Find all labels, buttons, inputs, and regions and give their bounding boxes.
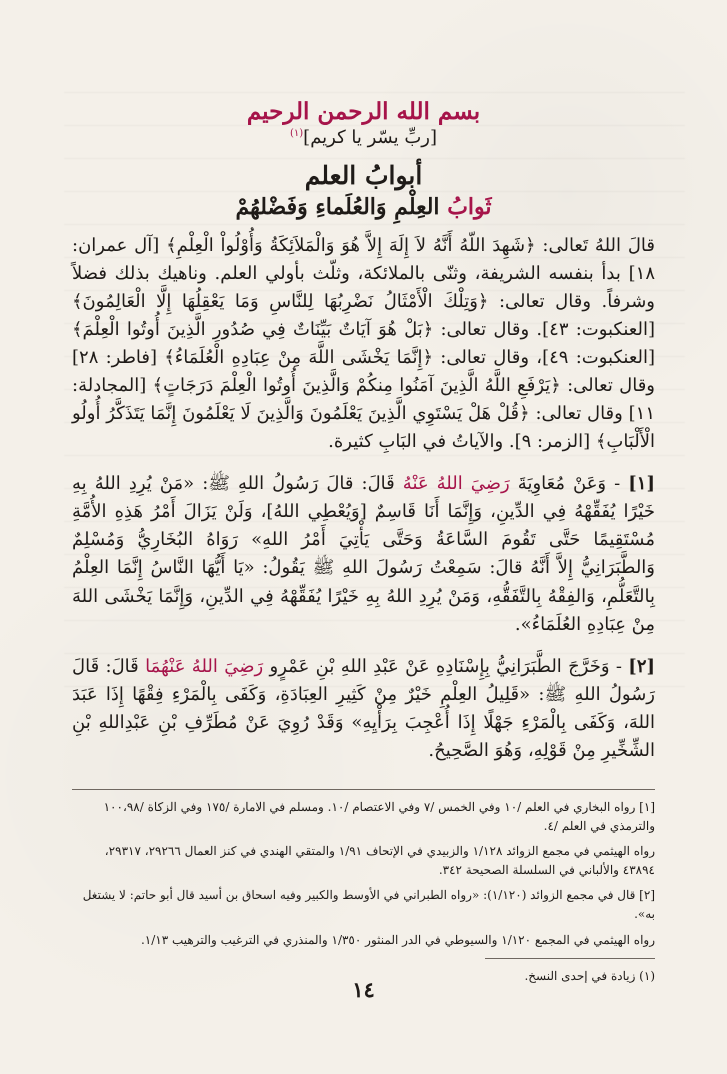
chapter-title: أبوابُ العلم bbox=[304, 160, 423, 190]
footnote-4: رواه الهيثمي في المجمع ١/١٢٠ والسيوطي في الدر المنثور ١/٣٥٠ والمنذري في الترغيب والترهيب ١/١٣. bbox=[140, 932, 655, 947]
hadith-1-attribution: - وَعَنْ مُعَاوِيَةَ bbox=[509, 473, 629, 495]
basmala: بسم الله الرحمن الرحيم bbox=[246, 98, 481, 125]
hadith-2-companion-blessing: رَضِيَ اللهُ عَنْهُمَا bbox=[145, 655, 264, 677]
hadith-1-body: قَالَ: قالَ رَسُولُ اللهِ ﷺ: «مَنْ يُرِدِ اللهُ بِهِ خَيْرًا يُفَقِّهْهُ فِي الدِّينِ، وَإِنَّمَا أَنَا قَاسِمٌ [وَيُعْطِي اللهُ]، وَلَنْ يَزَالَ أَمْرُ هَذِهِ الأُمَّةِ مُسْتَقِيمًا حَتَّى تَقُومَ السَّاعَةُ وَحَتَّى يَأْتِيَ أَمْرُ اللهِ» رَوَاهُ البُخَارِيُّ وَمُسْلِمٌ وَالطَّبَرَانِيُّ إِلاَّ أَنَّهُ قالَ: سَمِعْتُ رَسُولَ اللهِ ﷺ يَقُولُ: «يَا أَيُّهَا النَّاسُ إِنَّمَا العِلْمُ بِالتَّعَلُّمِ، وَالفِقْهُ بِالتَّفَقُّهِ، وَمَنْ يُرِدِ اللهُ بِهِ خَيْرًا يُفَقِّهْهُ فِي الدِّينِ، وَإِنَّمَا يَخْشَى اللهَ مِنْ عِبَادِهِ العُلَمَاءُ». bbox=[72, 473, 655, 635]
footnote-1: [١] رواه البخاري في العلم /١٠ وفي الخمس /٧ وفي الاعتصام /١٠. ومسلم في الامارة /١٧٥ وفي الزكاة /١٠٠،٩٨ والترمذي في العلم /٤. bbox=[103, 800, 655, 833]
footnote-5: (١) زيادة في إحدى النسخ. bbox=[524, 969, 655, 984]
supplication-footnote-marker: (١) bbox=[289, 128, 304, 139]
page-content bbox=[72, 98, 655, 986]
heading-block bbox=[72, 98, 655, 220]
page-number: ١٤ bbox=[352, 977, 375, 1002]
hadith-1-number: [١] bbox=[628, 473, 655, 495]
paragraph-gap bbox=[72, 456, 655, 468]
hadith-1 bbox=[72, 470, 655, 638]
section-title-text: العِلْمِ وَالعُلَماءِ وَفَضْلهُمْ bbox=[235, 193, 440, 220]
section-title bbox=[72, 194, 655, 220]
supplication-line bbox=[72, 127, 655, 149]
footnote-3: [٢] قال في مجمع الزوائد (١/١٢٠): «رواه الطبراني في الأوسط والكبير وفيه اسحاق بن أسيد قال أبو حاتم: لا يشتغل به». bbox=[82, 888, 655, 921]
hadith-2-body: قَالَ: قَالَ رَسُولُ اللهِ ﷺ: «قَلِيلُ العِلْمِ خَيْرٌ مِنْ كَثِيرِ العِبَادَةِ، وَكَفَى بِالْمَرْءِ فِقْهًا إِذَا عَبَدَ اللهَ، وَكَفَى بِالْمَرْءِ جَهْلًا إِذَا أُعْجِبَ بِرَأْيِهِ» وَقَدْ رُوِيَ عَنْ مُطَرِّفِ بْنِ عَبْدِاللهِ بْنِ الشِّخِّيرِ مِنْ قَوْلِهِ، وَهُوَ الصَّحِيحُ. bbox=[72, 655, 655, 761]
footnote-divider bbox=[485, 958, 655, 959]
paragraph-gap bbox=[72, 639, 655, 651]
footnote-2: رواه الهيثمي في مجمع الزوائد ١/١٢٨ والزبيدي في الإتحاف ١/٩١ والمتقي الهندي في كنز العمال ٢٩٢٦٦، ٢٩٣١٧، ٤٣٨٩٤ والألباني في السلسلة الصحيحة ٣٤٢. bbox=[104, 844, 655, 877]
hadith-1-companion-blessing: رَضِيَ اللهُ عَنْهُ bbox=[402, 473, 510, 495]
supplication-text: [ربِّ يسّر يا كريم] bbox=[303, 127, 438, 148]
footnotes bbox=[72, 789, 655, 986]
hadith-2-number: [٢] bbox=[628, 655, 656, 677]
hadith-2-attribution: - وَخَرَّجَ الطَّبَرَانِيُّ بِإِسْنَادِهِ عَنْ عَبْدِ اللهِ بْنِ عَمْرٍو bbox=[263, 655, 629, 677]
hadith-2 bbox=[72, 653, 655, 765]
intro-paragraph: قالَ اللهُ تَعالى: ﴿شَهِدَ اللّهُ أَنَّهُ لاَ إِلَهَ إِلاَّ هُوَ وَالْمَلاَئِكَةُ وَأُوْلُواْ الْعِلْمِ﴾ [آل عمران: ١٨] بدأ بنفسه الشريفة، وثنّى بالملائكة، وثلّث بأولي العلم. وناهيك بذلك فضلاً وشرفاً. وقال تعالى: ﴿وَتِلْكَ الْأَمْثَالُ نَضْرِبُهَا لِلنَّاسِ وَمَا يَعْقِلُهَا إِلَّا الْعَالِمُونَ﴾ [العنكبوت: ٤٣]. وقال تعالى: ﴿بَلْ هُوَ آيَاتٌ بَيِّنَاتٌ فِي صُدُورِ الَّذِينَ أُوتُوا الْعِلْمَ﴾ [العنكبوت: ٤٩]، وقال تعالى: ﴿إِنَّمَا يَخْشَى اللَّهَ مِنْ عِبَادِهِ الْعُلَمَاءُ﴾ [فاطر: ٢٨] وقال تعالى: ﴿يَرْفَعِ اللَّهُ الَّذِينَ آمَنُوا مِنكُمْ وَالَّذِينَ أُوتُوا الْعِلْمَ دَرَجَاتٍ﴾ [المجادلة: ١١] وقال تعالى: ﴿قُلْ هَلْ يَسْتَوِي الَّذِينَ يَعْلَمُونَ وَالَّذِينَ لَا يَعْلَمُونَ إِنَّمَا يَتَذَكَّرُ أُولُو الْأَلْبَابِ﴾ [الزمر: ٩]. والآياتُ في البَابِ كثيرة. bbox=[72, 234, 656, 453]
section-title-accent: ثَوابُ bbox=[447, 193, 492, 220]
